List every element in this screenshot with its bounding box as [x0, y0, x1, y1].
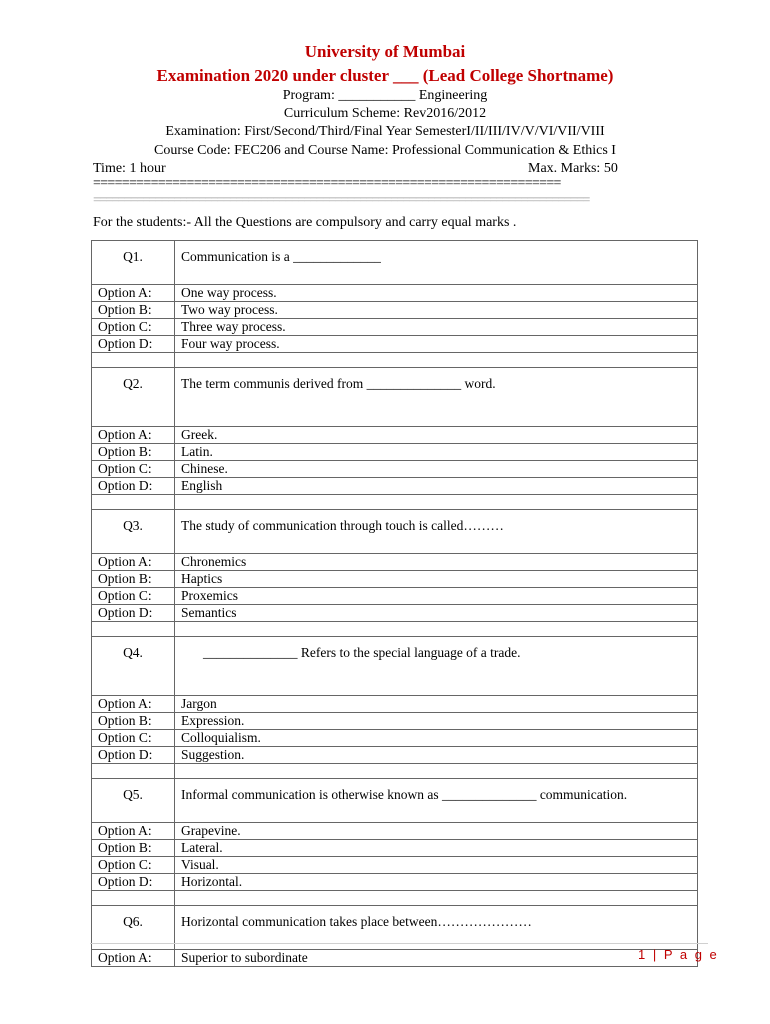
option-text: Latin.: [175, 444, 698, 461]
option-text: English: [175, 478, 698, 495]
question-row: [92, 637, 698, 696]
option-text: Two way process.: [175, 302, 698, 319]
option-label: Option A:: [92, 285, 175, 302]
question-number: Q4.: [92, 637, 175, 696]
question-text: Communication is a _____________: [175, 241, 698, 285]
question-row: [92, 241, 698, 285]
spacer-cell: [92, 622, 175, 637]
examination-line: Examination: First/Second/Third/Final Year SemesterI/II/III/IV/V/VI/VII/VIII: [165, 124, 605, 139]
spacer-cell: [175, 353, 698, 368]
time-label: Time: 1 hour: [93, 161, 166, 176]
question-text: The term communis derived from ______________ word.: [175, 368, 698, 427]
option-text: Grapevine.: [175, 823, 698, 840]
page-number: 1 | P a g e: [638, 947, 719, 962]
separator-line: =================================================================: [93, 176, 561, 191]
spacer-cell: [175, 622, 698, 637]
option-text: Four way process.: [175, 336, 698, 353]
question-text: ______________ Refers to the special language of a trade.: [203, 645, 521, 660]
spacer-cell: [92, 495, 175, 510]
program-line: Program: ___________ Engineering: [282, 88, 488, 103]
course-line: Course Code: FEC206 and Course Name: Professional Communication & Ethics I: [154, 143, 616, 158]
option-text: Colloquialism.: [175, 730, 698, 747]
option-label: Option B:: [92, 302, 175, 319]
question-text: Informal communication is otherwise known as ______________ communication.: [175, 779, 698, 823]
question-number: Q6.: [92, 906, 175, 950]
question-cell: [175, 637, 698, 696]
scheme-line: Curriculum Scheme: Rev2016/2012: [283, 106, 487, 121]
footer-divider: [90, 943, 708, 944]
option-label: Option C:: [92, 461, 175, 478]
option-label: Option C:: [92, 730, 175, 747]
option-text: Chronemics: [175, 554, 698, 571]
option-text: Haptics: [175, 571, 698, 588]
option-label: Option A:: [92, 696, 175, 713]
max-marks-label: Max. Marks: 50: [528, 161, 618, 176]
option-label: Option B:: [92, 444, 175, 461]
question-row: [92, 510, 698, 554]
university-title: University of Mumbai: [304, 42, 466, 61]
spacer-cell: [92, 764, 175, 779]
question-number: Q5.: [92, 779, 175, 823]
option-label: Option D:: [92, 874, 175, 891]
spacer-cell: [92, 353, 175, 368]
question-text: Horizontal communication takes place between…………………: [175, 906, 698, 950]
option-label: Option A:: [92, 823, 175, 840]
question-row: [92, 779, 698, 823]
option-label: Option B:: [92, 571, 175, 588]
option-text: One way process.: [175, 285, 698, 302]
instructions: For the students:- All the Questions are compulsory and carry equal marks .: [93, 215, 517, 230]
option-label: Option A:: [92, 950, 175, 967]
option-text: Lateral.: [175, 840, 698, 857]
option-label: Option D:: [92, 336, 175, 353]
option-text: Suggestion.: [175, 747, 698, 764]
option-label: Option C:: [92, 588, 175, 605]
questions-table: [91, 240, 698, 967]
spacer-cell: [92, 891, 175, 906]
option-text: Horizontal.: [175, 874, 698, 891]
option-label: Option D:: [92, 478, 175, 495]
option-text: Proxemics: [175, 588, 698, 605]
option-label: Option A:: [92, 554, 175, 571]
option-text: Semantics: [175, 605, 698, 622]
question-number: Q3.: [92, 510, 175, 554]
question-row: [92, 368, 698, 427]
question-number: Q2.: [92, 368, 175, 427]
option-label: Option C:: [92, 857, 175, 874]
option-text: Visual.: [175, 857, 698, 874]
exam-title: Examination 2020 under cluster ___ (Lead College Shortname): [156, 66, 614, 85]
option-text: Three way process.: [175, 319, 698, 336]
option-label: Option D:: [92, 747, 175, 764]
option-label: Option B:: [92, 840, 175, 857]
question-number: Q1.: [92, 241, 175, 285]
separator-line-light: ================================================================================: [93, 193, 589, 208]
option-label: Option A:: [92, 427, 175, 444]
spacer-cell: [175, 764, 698, 779]
spacer-cell: [175, 891, 698, 906]
option-text: Chinese.: [175, 461, 698, 478]
option-text: Superior to subordinate: [175, 950, 698, 967]
option-text: Expression.: [175, 713, 698, 730]
option-text: Jargon: [175, 696, 698, 713]
question-text: The study of communication through touch is called………: [175, 510, 698, 554]
option-label: Option B:: [92, 713, 175, 730]
option-label: Option C:: [92, 319, 175, 336]
spacer-cell: [175, 495, 698, 510]
option-label: Option D:: [92, 605, 175, 622]
option-text: Greek.: [175, 427, 698, 444]
